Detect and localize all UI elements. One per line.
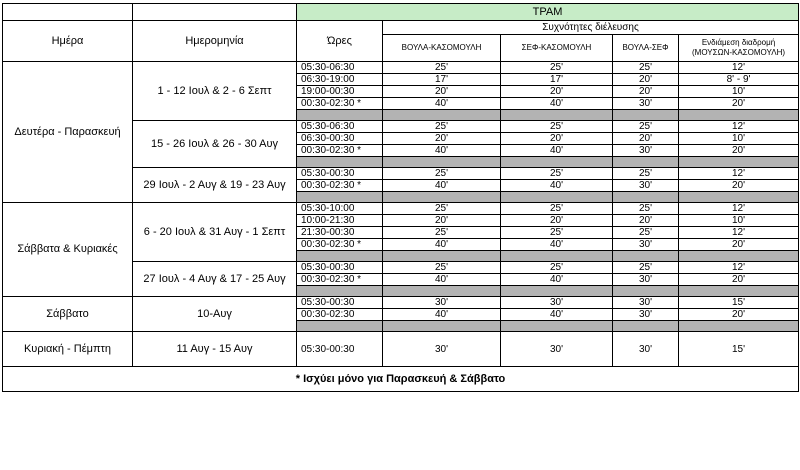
frequency-cell: 30' <box>383 297 501 309</box>
frequency-cell: 40' <box>383 274 501 286</box>
gray-separator-cell <box>297 110 383 121</box>
frequency-cell: 25' <box>501 62 613 74</box>
frequency-cell: 10' <box>679 215 799 227</box>
date-cell: 1 - 12 Ιουλ & 2 - 6 Σεπτ <box>133 62 297 121</box>
blank-header-cell <box>3 4 133 21</box>
route-header-voula-sef: ΒΟΥΛΑ-ΣΕΦ <box>613 35 679 62</box>
frequency-cell: 40' <box>501 145 613 157</box>
gray-separator-cell <box>383 321 501 332</box>
date-cell: 11 Αυγ - 15 Αυγ <box>133 332 297 367</box>
frequency-cell: 25' <box>501 121 613 133</box>
frequency-cell: 20' <box>613 74 679 86</box>
frequency-cell: 40' <box>501 274 613 286</box>
route-header-intermediate: Ενδιάμεση διαδρομή (ΜΟΥΣΩΝ-ΚΑΣΟΜΟΥΛΗ) <box>679 35 799 62</box>
frequency-header: Συχνότητες διέλευσης <box>383 21 799 35</box>
frequency-cell: 25' <box>501 262 613 274</box>
frequency-cell: 25' <box>613 262 679 274</box>
hours-cell: 06:30-00:30 <box>297 133 383 145</box>
gray-separator-cell <box>501 286 613 297</box>
gray-separator-cell <box>383 286 501 297</box>
hours-cell: 05:30-00:30 <box>297 332 383 367</box>
frequency-cell: 30' <box>613 332 679 367</box>
title-row <box>3 4 799 21</box>
frequency-cell: 30' <box>613 239 679 251</box>
frequency-cell: 8' - 9' <box>679 74 799 86</box>
frequency-cell: 40' <box>383 145 501 157</box>
hours-cell: 05:30-00:30 <box>297 168 383 180</box>
hours-cell: 05:30-06:30 <box>297 62 383 74</box>
frequency-cell: 20' <box>383 215 501 227</box>
frequency-cell: 12' <box>679 203 799 215</box>
frequency-cell: 25' <box>613 227 679 239</box>
table-row <box>3 332 799 367</box>
frequency-cell: 25' <box>501 203 613 215</box>
frequency-cell: 40' <box>383 309 501 321</box>
day-cell: Δευτέρα - Παρασκευή <box>3 62 133 203</box>
tram-schedule-table <box>2 3 799 392</box>
table-row <box>3 203 799 215</box>
table-row <box>3 297 799 309</box>
frequency-cell: 20' <box>679 239 799 251</box>
frequency-cell: 30' <box>613 180 679 192</box>
frequency-cell: 20' <box>501 86 613 98</box>
frequency-cell: 20' <box>679 98 799 110</box>
hours-cell: 05:30-00:30 <box>297 297 383 309</box>
hours-cell: 10:00-21:30 <box>297 215 383 227</box>
gray-separator-cell <box>679 192 799 203</box>
day-cell: Σάββατο <box>3 297 133 332</box>
gray-separator-cell <box>383 157 501 168</box>
frequency-cell: 25' <box>501 227 613 239</box>
frequency-cell: 40' <box>501 98 613 110</box>
gray-separator-cell <box>501 157 613 168</box>
gray-separator-cell <box>679 157 799 168</box>
day-cell: Σάββατα & Κυριακές <box>3 203 133 297</box>
header-row <box>3 21 799 35</box>
hours-cell: 19:00-00:30 <box>297 86 383 98</box>
frequency-cell: 25' <box>613 203 679 215</box>
frequency-cell: 20' <box>613 133 679 145</box>
frequency-cell: 40' <box>501 180 613 192</box>
day-cell: Κυριακή - Πέμπτη <box>3 332 133 367</box>
route-header-sef-kasomouli: ΣΕΦ-ΚΑΣΟΜΟΥΛΗ <box>501 35 613 62</box>
frequency-cell: 15' <box>679 297 799 309</box>
table-row <box>3 62 799 74</box>
frequency-cell: 15' <box>679 332 799 367</box>
gray-separator-cell <box>297 251 383 262</box>
gray-separator-cell <box>613 321 679 332</box>
hours-cell: 05:30-06:30 <box>297 121 383 133</box>
hours-cell: 05:30-00:30 <box>297 262 383 274</box>
frequency-cell: 20' <box>679 145 799 157</box>
gray-separator-cell <box>501 251 613 262</box>
date-cell: 15 - 26 Ιουλ & 26 - 30 Αυγ <box>133 121 297 168</box>
frequency-cell: 25' <box>383 121 501 133</box>
frequency-cell: 30' <box>613 98 679 110</box>
date-cell: 27 Ιουλ - 4 Αυγ & 17 - 25 Αυγ <box>133 262 297 297</box>
gray-separator-cell <box>383 251 501 262</box>
gray-separator-cell <box>613 192 679 203</box>
frequency-cell: 40' <box>383 98 501 110</box>
footnote: * Ισχύει μόνο για Παρασκευή & Σάββατο <box>3 367 799 392</box>
frequency-cell: 25' <box>383 168 501 180</box>
frequency-cell: 40' <box>501 239 613 251</box>
frequency-cell: 20' <box>679 180 799 192</box>
frequency-cell: 20' <box>613 215 679 227</box>
gray-separator-cell <box>679 321 799 332</box>
frequency-cell: 30' <box>613 145 679 157</box>
hours-cell: 00:30-02:30 * <box>297 274 383 286</box>
frequency-cell: 12' <box>679 62 799 74</box>
date-cell: 6 - 20 Ιουλ & 31 Αυγ - 1 Σεπτ <box>133 203 297 262</box>
date-cell: 29 Ιουλ - 2 Αυγ & 19 - 23 Αυγ <box>133 168 297 203</box>
frequency-cell: 25' <box>501 168 613 180</box>
gray-separator-cell <box>613 157 679 168</box>
gray-separator-cell <box>501 321 613 332</box>
hours-cell: 00:30-02:30 * <box>297 98 383 110</box>
gray-separator-cell <box>501 110 613 121</box>
frequency-cell: 20' <box>501 133 613 145</box>
column-header-hours: Ώρες <box>297 21 383 62</box>
frequency-cell: 25' <box>613 62 679 74</box>
frequency-cell: 30' <box>383 332 501 367</box>
gray-separator-cell <box>613 110 679 121</box>
frequency-cell: 20' <box>613 86 679 98</box>
hours-cell: 05:30-10:00 <box>297 203 383 215</box>
frequency-cell: 25' <box>613 168 679 180</box>
hours-cell: 06:30-19:00 <box>297 74 383 86</box>
gray-separator-cell <box>297 157 383 168</box>
frequency-cell: 20' <box>383 133 501 145</box>
frequency-cell: 40' <box>383 180 501 192</box>
hours-cell: 21:30-00:30 <box>297 227 383 239</box>
frequency-cell: 12' <box>679 227 799 239</box>
frequency-cell: 10' <box>679 86 799 98</box>
hours-cell: 00:30-02:30 * <box>297 239 383 251</box>
column-header-date: Ημερομηνία <box>133 21 297 62</box>
frequency-cell: 30' <box>613 297 679 309</box>
frequency-cell: 20' <box>679 274 799 286</box>
frequency-cell: 30' <box>501 297 613 309</box>
frequency-cell: 30' <box>613 274 679 286</box>
hours-cell: 00:30-02:30 <box>297 309 383 321</box>
gray-separator-cell <box>297 286 383 297</box>
frequency-cell: 20' <box>383 86 501 98</box>
gray-separator-cell <box>501 192 613 203</box>
date-cell: 10-Αυγ <box>133 297 297 332</box>
footnote-row <box>3 367 799 392</box>
column-header-day: Ημέρα <box>3 21 133 62</box>
frequency-cell: 25' <box>613 121 679 133</box>
frequency-cell: 30' <box>613 309 679 321</box>
gray-separator-cell <box>613 286 679 297</box>
frequency-cell: 25' <box>383 227 501 239</box>
frequency-cell: 30' <box>501 332 613 367</box>
gray-separator-cell <box>679 110 799 121</box>
frequency-cell: 25' <box>383 62 501 74</box>
hours-cell: 00:30-02:30 * <box>297 145 383 157</box>
frequency-cell: 12' <box>679 262 799 274</box>
frequency-cell: 25' <box>383 262 501 274</box>
frequency-cell: 20' <box>679 309 799 321</box>
frequency-cell: 25' <box>383 203 501 215</box>
gray-separator-cell <box>297 321 383 332</box>
table-title: ΤΡΑΜ <box>297 4 799 21</box>
frequency-cell: 12' <box>679 121 799 133</box>
gray-separator-cell <box>613 251 679 262</box>
gray-separator-cell <box>679 251 799 262</box>
frequency-cell: 20' <box>501 215 613 227</box>
frequency-cell: 40' <box>501 309 613 321</box>
gray-separator-cell <box>297 192 383 203</box>
blank-header-cell <box>133 4 297 21</box>
gray-separator-cell <box>679 286 799 297</box>
frequency-cell: 40' <box>383 239 501 251</box>
hours-cell: 00:30-02:30 * <box>297 180 383 192</box>
frequency-cell: 10' <box>679 133 799 145</box>
route-header-voula-kasomouli: ΒΟΥΛΑ-ΚΑΣΟΜΟΥΛΗ <box>383 35 501 62</box>
gray-separator-cell <box>383 110 501 121</box>
frequency-cell: 12' <box>679 168 799 180</box>
frequency-cell: 17' <box>501 74 613 86</box>
frequency-cell: 17' <box>383 74 501 86</box>
gray-separator-cell <box>383 192 501 203</box>
